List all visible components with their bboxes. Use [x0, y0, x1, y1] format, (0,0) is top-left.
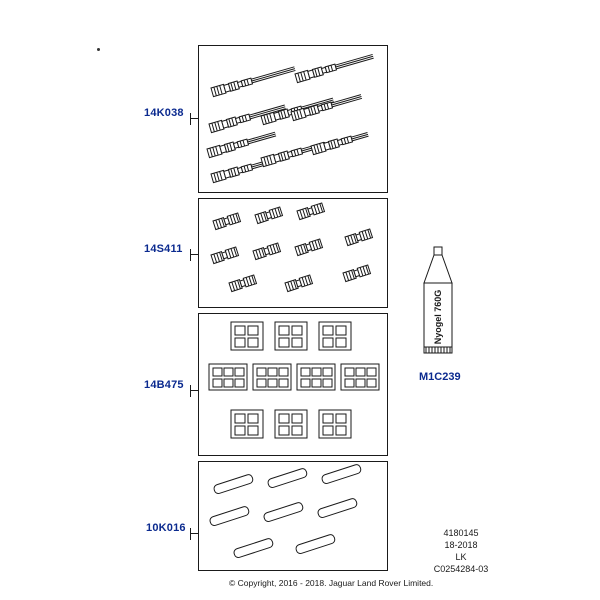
footer-illustration-id: C0254284-03: [433, 564, 489, 574]
callout-14B475[interactable]: 14B475: [144, 379, 184, 391]
footer-model-code: LK: [455, 552, 467, 562]
leader-tick-10K016: [190, 528, 191, 540]
heat-shrink-sleeves-artwork: [199, 462, 387, 570]
butt-splice-artwork: [199, 199, 387, 307]
leader-line-14K038: [190, 118, 199, 119]
leader-tick-14S411: [190, 249, 191, 261]
leader-tick-14K038: [190, 113, 191, 125]
connector-blocks-artwork: [199, 314, 387, 455]
footer-date-code: 18-2018: [444, 540, 478, 550]
callout-14S411[interactable]: 14S411: [144, 243, 183, 255]
tube-artwork: [408, 245, 468, 360]
panel-10K016: [198, 461, 388, 571]
callout-10K016[interactable]: 10K016: [146, 522, 186, 534]
leader-line-14B475: [190, 390, 199, 391]
panel-14S411: [198, 198, 388, 308]
panel-14B475: [198, 313, 388, 456]
callout-14K038[interactable]: 14K038: [144, 107, 184, 119]
footer-drawing-number: 4180145: [443, 528, 479, 538]
panel-14K038: [198, 45, 388, 193]
copyright-notice: © Copyright, 2016 - 2018. Jaguar Land Rover Limited.: [229, 578, 434, 588]
leader-line-10K016: [190, 533, 199, 534]
grease-tube: [408, 245, 468, 360]
terminal-pins-artwork: [199, 46, 387, 192]
registration-mark: [97, 48, 100, 51]
leader-line-14S411: [190, 254, 199, 255]
leader-tick-14B475: [190, 385, 191, 397]
tube-brand-label: Nyogel 760G: [433, 289, 443, 345]
callout-M1C239[interactable]: M1C239: [419, 371, 461, 383]
